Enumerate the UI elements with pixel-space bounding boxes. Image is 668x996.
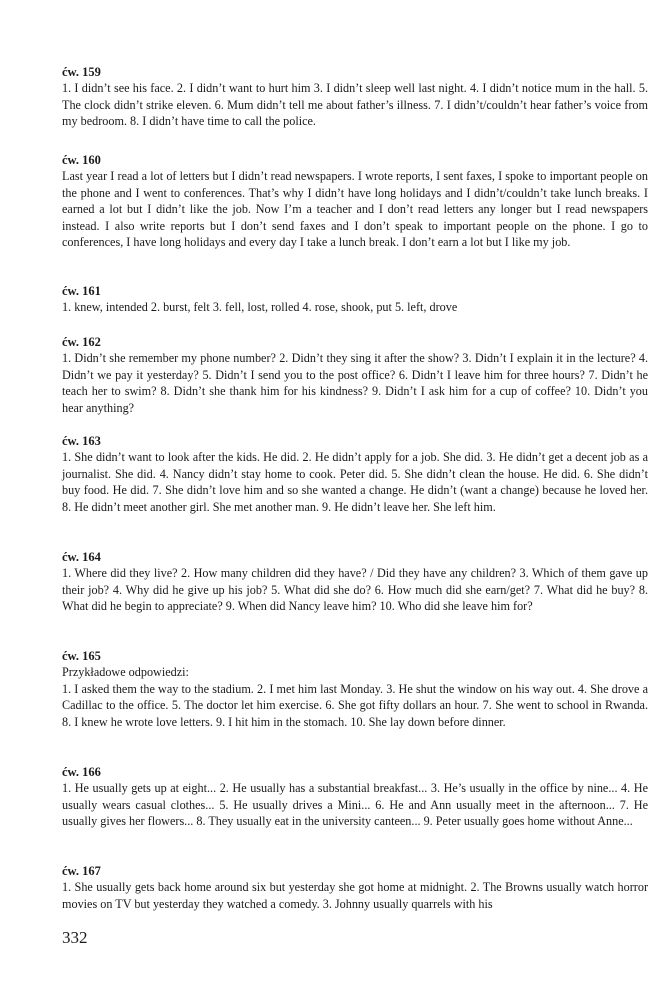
exercise-answers: 1. I didn’t see his face. 2. I didn’t want to hurt him 3. I didn’t sleep well last night. 4. I didn’t notice mum in the hall. 5. The clock didn’t strike eleven. 6. Mum didn’t tell me about father’s illness. 7. I didn’t/couldn’t hear father’s voice from my bedroom. 8. I didn’t have time to call the police. [62,81,648,128]
exercise-answers: 1. She didn’t want to look after the kids. He did. 2. He didn’t apply for a job. She did. 3. He didn’t get a decent job as a journalist. She did. 4. Nancy didn’t stay home to cook. Peter did. 5. She didn’t clean the house. He did. 6. She didn’t buy food. He did. 7. She didn’t love him and so she wanted a change. He didn’t (want a change) because he loved her. 8. He didn’t meet another girl. She met another man. 9. He didn’t leave her. She left him. [62,450,648,514]
exercise-heading: ćw. 162 [62,335,101,349]
exercise-164 [62,549,648,615]
exercise-heading: ćw. 163 [62,434,101,448]
exercise-answers: 1. She usually gets back home around six but yesterday she got home at midnight. 2. The Browns usually watch horror movies on TV but yesterday they watched a comedy. 3. Johnny usually quarrels with his [62,880,648,911]
exercise-answers: 1. I asked them the way to the stadium. 2. I met him last Monday. 3. He shut the window on his way out. 4. She drove a Cadillac to the office. 5. The doctor let him exercise. 6. She got fifty dollars an hour. 7. She went to school in Rwanda. 8. I knew he wrote love letters. 9. I hit him in the stomach. 10. She lay down before dinner. [62,681,648,729]
exercise-162 [62,334,648,416]
exercise-answers: 1. Didn’t she remember my phone number? 2. Didn’t they sing it after the show? 3. Didn’t I explain it in the lecture? 4. Didn’t we pay it yesterday? 5. Didn’t I send you to the post office? 6. Didn’t I leave him for three hours? 7. Didn’t he teach her to swim? 8. Didn’t she thank him for his kindness? 9. Didn’t I ask him for a cup of coffee? 10. Didn’t you hear anything? [62,351,648,415]
exercise-160 [62,152,648,251]
exercise-heading: ćw. 167 [62,864,101,878]
exercise-161 [62,283,648,316]
exercise-answers: 1. Where did they live? 2. How many children did they have? / Did they have any children? 3. Which of them gave up their job? 4. Why did he give up his job? 5. What did she do? 6. How much did she earn/get? 7. What did he buy? 8. What did he begin to appreciate? 9. When did Nancy leave him? 10. Who did she leave him for? [62,566,648,613]
exercise-heading: ćw. 164 [62,550,101,564]
exercise-159 [62,64,648,130]
exercise-163 [62,433,648,515]
exercise-165 [62,648,648,730]
exercise-heading: ćw. 166 [62,765,101,779]
exercise-heading: ćw. 165 [62,649,101,663]
exercise-answers: Last year I read a lot of letters but I didn’t read newspapers. I wrote reports, I sent faxes, I spoke to important people on the phone and I went to conferences. That’s why I didn’t have long holidays and I didn’t/couldn’t take lunch breaks. I earned a lot but I didn’t like the job. Now I’m a teacher and I don’t read letters any longer but I read newspapers instead. I also write reports but I don’t send faxes and I don’t speak to important people on the phone. I go to conferences, I have long holidays and every day I take a lunch break. I don’t earn a lot but I like my job. [62,169,648,249]
exercise-heading: ćw. 159 [62,65,101,79]
exercise-166 [62,764,648,830]
exercise-heading: ćw. 161 [62,284,101,298]
exercise-answers: 1. He usually gets up at eight... 2. He usually has a substantial breakfast... 3. He’s usually in the office by nine... 4. He usually wears casual clothes... 5. He usually drives a Mini... 6. He and Ann usually meet in the afternoon... 7. He usually gives her flowers... 8. They usually eat in the university canteen... 9. Peter usually goes home without Anne... [62,781,648,828]
exercise-answers: 1. knew, intended 2. burst, felt 3. fell, lost, rolled 4. rose, shook, put 5. left, drove [62,300,458,314]
page-number: 332 [62,928,88,947]
exercise-167 [62,863,648,912]
exercise-heading: ćw. 160 [62,153,101,167]
exercise-subtitle: Przykładowe odpowiedzi: [62,665,189,679]
